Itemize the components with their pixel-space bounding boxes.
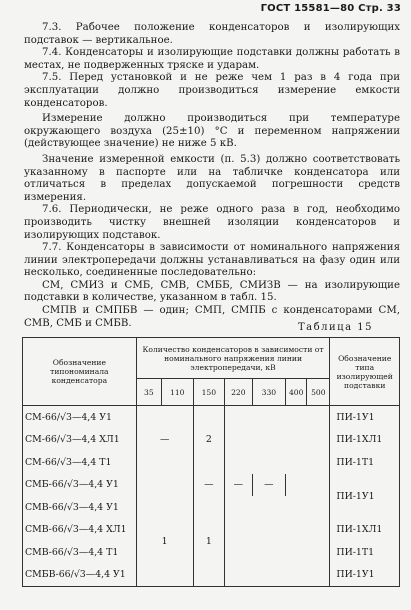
count-cell: [225, 406, 330, 474]
count-cell: —: [252, 474, 286, 497]
insulator-cell: ПИ-1Т1: [330, 451, 400, 474]
column-header-count: Количество конденсаторов в зависимости от номинального напряжения линии электропередачи, кВ: [136, 338, 330, 379]
type-cell: СМ-66/√3—4,4 Т1: [23, 451, 137, 474]
body-text: [24, 22, 400, 330]
paragraph: СМ, СМИЗ и СМБ, СМВ, СМББ, СМИЗВ — на изолирующие подставки в количестве, указанном в табл. 15.: [24, 279, 400, 304]
insulator-cell: ПИ-1ХЛ1: [330, 429, 400, 452]
insulator-cell: ПИ-1Т1: [330, 541, 400, 564]
voltage-header: 400: [286, 379, 307, 406]
page-header: ГОСТ 15581—80 Стр. 33: [260, 3, 401, 14]
voltage-header: 500: [307, 379, 330, 406]
paragraph: 7.5. Перед установкой и не реже чем 1 раз в 4 года при эксплуатации должно производиться измерение емкости конденсаторов.: [24, 72, 400, 109]
table-row: [23, 474, 400, 497]
count-cell: [225, 496, 330, 587]
voltage-header: 110: [161, 379, 193, 406]
insulator-cell: ПИ-1ХЛ1: [330, 519, 400, 542]
voltage-header: 220: [225, 379, 252, 406]
paragraph: 7.4. Конденсаторы и изолирующие подставки должны работать в местах, не подверженных тряске и ударам.: [24, 47, 400, 71]
column-header-name: Обозначение типономинала конденсатора: [23, 338, 137, 406]
paragraph: СМПВ и СМПБВ — один; СМП, СМПБ с конденсаторами СМ, СМВ, СМБ и СМБВ.: [24, 305, 400, 329]
count-cell: [136, 474, 193, 497]
type-cell: СМВ-66/√3—4,4 У1: [23, 496, 137, 519]
count-cell: 1: [136, 496, 193, 587]
insulator-cell: ПИ-1У1: [330, 406, 400, 429]
paragraph: Значение измеренной емкости (п. 5.3) должно соответствовать указанному в паспорте или на табличке конденсатора или отличаться в пределах допускаемой погрешности средств измерения.: [24, 153, 400, 203]
count-cell: 2: [193, 406, 225, 474]
table-caption: Таблица 15: [298, 322, 373, 333]
paragraph: Измерение должно производиться при температуре окружающего воздуха (25±10) °С и переменном напряжении (действующее значение) не ниже 5 кВ.: [24, 113, 400, 150]
count-cell: —: [225, 474, 252, 497]
type-cell: СМБВ-66/√3—4,4 У1: [23, 564, 137, 587]
count-cell: [286, 474, 330, 497]
paragraph: 7.3. Рабочее положение конденсаторов и изолирующих подставок — вертикальное.: [24, 22, 400, 46]
type-cell: СМ-66/√3—4,4 У1: [23, 406, 137, 429]
insulator-cell: ПИ-1У1: [330, 564, 400, 587]
capacitor-table: [22, 337, 400, 587]
paragraph: 7.7. Конденсаторы в зависимости от номинального напряжения линии электропередачи должны устанавливаться на фазу один или несколько, соединенные последовательно:: [24, 242, 400, 279]
column-header-insulator: Обозначение типа изолирующей подставки: [330, 338, 400, 406]
voltage-header: 330: [252, 379, 286, 406]
type-cell: СМВ-66/√3—4,4 Т1: [23, 541, 137, 564]
count-cell: —: [136, 406, 193, 474]
paragraph: 7.6. Периодически, не реже одного раза в год, необходимо производить чистку внешней изоляции конденсаторов и изолирующих подставок.: [24, 204, 400, 241]
count-cell: —: [193, 474, 225, 497]
type-cell: СМБ-66/√3—4,4 У1: [23, 474, 137, 497]
type-cell: СМВ-66/√3—4,4 ХЛ1: [23, 519, 137, 542]
voltage-header: 35: [136, 379, 161, 406]
insulator-cell: ПИ-1У1: [330, 474, 400, 519]
table-row: [23, 406, 400, 429]
count-cell: 1: [193, 496, 225, 587]
voltage-header: 150: [193, 379, 225, 406]
type-cell: СМ-66/√3—4,4 ХЛ1: [23, 429, 137, 452]
